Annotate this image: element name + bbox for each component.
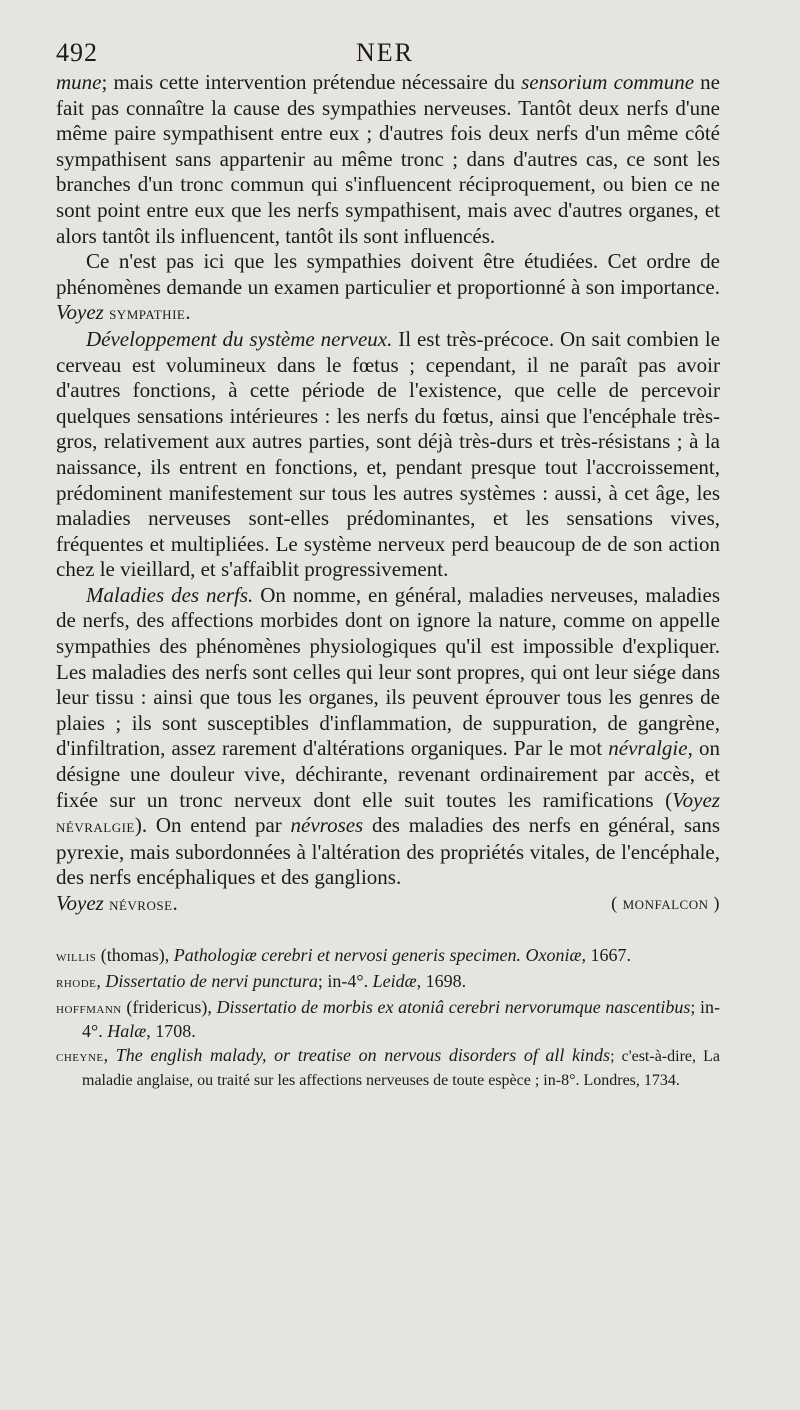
signature-line (56, 891, 720, 918)
bib-text: (fridericus), (121, 996, 217, 1017)
paragraph-text: Il est très-précoce. On sait combien le cerveau est volumineux dans le fœtus ; cependant, il ne paraît pas avoir d'autres fonctions, à cette période de l'existence, que celle de percevoir quelques sensations intérieures : les nerfs du fœtus, ainsi que l'encéphale très-gros, relativement aux autres parties, sont déjà très-durs et très-résistans ; à la naissance, ils entrent en fonctions, et, pendant presque tout l'accroissement, prédominent manifestement sur tous les autres systèmes : aussi, à cet âge, les maladies nerveuses sont-elles prédominantes, et les sensations vives, fréquentes et multipliées. Le système nerveux perd beaucoup de de son action chez le vieillard, et s'affaiblit progressivement. (56, 326, 720, 582)
bib-author: hoffmann (56, 1000, 122, 1017)
voyez-label: Voyez (672, 787, 720, 812)
cross-reference: névralgie (56, 816, 135, 837)
voyez-label: Voyez (56, 891, 104, 915)
paragraph-text: , on désigne une douleur vive, déchirante, revenant ordinairement par accès, et fixée sur un tronc nerveux dont elle suit toutes les ramifications ( (56, 736, 721, 812)
article-body (56, 70, 720, 918)
cross-reference: sympathie (109, 303, 186, 324)
paragraph-text: On nomme, en général, maladies nerveuses, maladies de nerfs, des affections morbides dont on ignore la nature, comme on appelle sympathies des phénomènes physiologiques qu'il est impossible d'expliquer. Les maladies des nerfs sont celles qui leur sont propres, qui ont leur siége dans leur tissu : ainsi que tous les organes, ils peuvent éprouver tous les genres de plaies ; ils sont susceptibles d'inflammation, de suppuration, de gangrène, d'infiltration, assez rarement d'altérations organiques. Par le mot (56, 582, 721, 761)
bib-place: Halæ (107, 1020, 147, 1041)
author-signature: ( monfalcon ) (611, 893, 720, 913)
bib-place: Leidæ (372, 970, 417, 991)
voyez-label: Voyez (56, 300, 104, 325)
bib-text: , 1708. (146, 1020, 196, 1041)
bib-author: cheyne (56, 1048, 104, 1065)
paragraph-text: des maladies des nerfs en général, sans pyrexie, mais subordonnées à l'altération des propriétés vitales, de l'encéphale, des nerfs encéphaliques et des ganglions. (56, 813, 720, 890)
bib-text: , 1698. (416, 970, 467, 991)
italic-term: névroses (290, 813, 364, 838)
paragraph-text: ; mais cette intervention prétendue nécessaire du (101, 70, 522, 94)
paragraph-text: ). On entend par (134, 813, 291, 838)
bibliography-entry (56, 944, 720, 968)
bib-title: Dissertatio de morbis ex atoniâ cerebri nervorumque nascentibus (216, 996, 691, 1017)
bib-text: , (103, 1044, 116, 1065)
paragraph-text: Ce n'est pas ici que les sympathies doivent être étudiées. Cet ordre de phénomènes demande un examen particulier et proportionné à son importance. (56, 249, 720, 299)
bib-title: The english malady, or treatise on nervous disorders of all kinds (115, 1044, 611, 1065)
section-heading: Développement du système nerveux. (86, 326, 393, 351)
bib-title: Pathologiæ cerebri et nervosi generis specimen. Oxoniæ (173, 944, 582, 965)
bib-text: ; in-4°. (317, 970, 373, 991)
punctuation: . (172, 891, 178, 915)
bib-text: (thomas), (96, 944, 174, 965)
section-heading: Maladies des nerfs. (86, 582, 254, 607)
paragraph-study (56, 249, 720, 327)
italic-term: névralgie (608, 736, 688, 761)
paragraph-diseases (56, 583, 720, 891)
bibliography-entry (56, 996, 720, 1042)
bibliography-entry (56, 1044, 720, 1092)
bib-text: , (96, 970, 106, 991)
bibliography-entry (56, 970, 720, 994)
page-header (56, 36, 720, 70)
bib-title: Dissertatio de nervi punctura (105, 970, 318, 991)
cross-reference: névrose (109, 894, 173, 914)
final-reference (56, 891, 178, 918)
italic-term: sensorium commune (521, 70, 695, 94)
page-number: 492 (56, 38, 98, 67)
bib-author: willis (56, 948, 97, 965)
italic-term: mune (56, 70, 102, 94)
punctuation: . (185, 300, 191, 325)
bib-text: ; c'est-à-dire, La maladie anglaise, ou traité sur les affections nerveuses de toute espèce ; in-8°. Londres, 1734. (82, 1047, 721, 1089)
paragraph-development (56, 327, 720, 583)
bibliography (56, 944, 720, 1092)
paragraph-sympathies (56, 70, 720, 249)
running-title: NER (356, 38, 414, 67)
bib-author: rhode (56, 974, 97, 991)
bib-text: ; in-4°. (82, 996, 720, 1041)
paragraph-text: ne fait pas connaître la cause des sympathies nerveuses. Tantôt deux nerfs d'une même paire sympathisent entre eux ; d'autres fois deux nerfs d'un même côté sympathisent sans appartenir au même tronc ; dans d'autres cas, ce sont les branches d'un tronc commun qui s'influencent réciproquement, ou bien ce ne sont point entre eux que les nerfs sympathisent, mais avec d'autres organes, et alors tantôt ils influencent, tantôt ils sont influencés. (56, 70, 720, 248)
bib-text: , 1667. (581, 944, 632, 965)
